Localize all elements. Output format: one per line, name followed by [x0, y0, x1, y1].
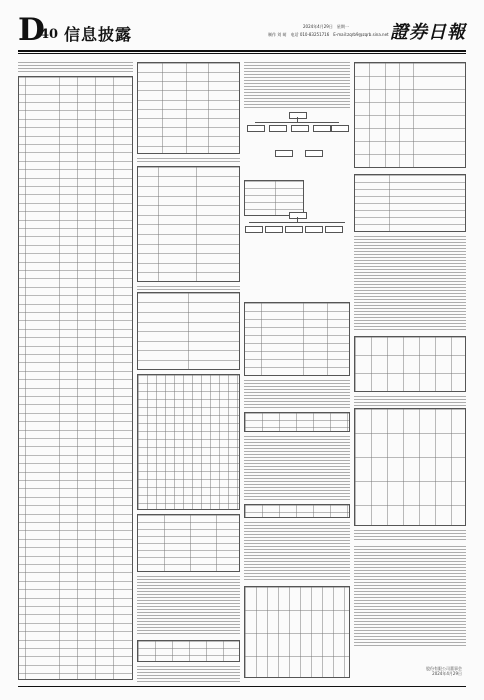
table-col3-end: [244, 586, 350, 678]
table-col4-second: [354, 174, 466, 232]
table-col3-small: [244, 412, 350, 432]
column-1-table: [18, 62, 133, 682]
table-middle: [137, 166, 240, 282]
signoff: [426, 666, 462, 676]
org-box-l1: [247, 125, 265, 132]
signoff-company: 股份有限公司董事会: [426, 666, 462, 671]
page-letter: D: [18, 12, 45, 48]
body-text-col2-end: [137, 666, 240, 682]
body-text-col3-top: [244, 62, 350, 110]
body-text-col3-bottom: [244, 522, 350, 582]
org-box-top: [289, 112, 307, 119]
body-text-col4-bottom: [354, 546, 466, 646]
securities-table: [18, 76, 133, 680]
org-box-l5: [331, 125, 349, 132]
footer-rule: [18, 686, 466, 687]
caption-col4: [354, 396, 466, 406]
org-box-b2: [265, 226, 283, 233]
caption-col4-2: [354, 530, 466, 540]
org-line: [255, 122, 339, 123]
body-text-col2: [137, 576, 240, 636]
table-col4-lower: [354, 408, 466, 526]
table-col4-mid: [354, 336, 466, 392]
caption-text-2: [137, 286, 240, 290]
body-text-col3-lower: [244, 436, 350, 500]
page-number: 40: [40, 27, 59, 42]
table-col4-top: [354, 62, 466, 168]
org-box-l4: [313, 125, 331, 132]
org-box-b4: [305, 226, 323, 233]
newspaper-masthead: 證券日報: [390, 22, 466, 43]
header-rule-thin: [18, 53, 466, 54]
column-2: [137, 62, 240, 682]
section-title: 信息披露: [64, 25, 133, 44]
org-box-l3: [291, 125, 309, 132]
table-two-col: [137, 292, 240, 370]
org-box-l2: [269, 125, 287, 132]
org-box-m2: [305, 150, 323, 157]
org-box-b1: [245, 226, 263, 233]
table-col3-tiny: [244, 504, 350, 518]
table-lower: [137, 514, 240, 572]
table-bottom: [137, 640, 240, 662]
body-text-col3-mid: [244, 380, 350, 408]
matrix-table: [137, 374, 240, 510]
body-text-col4: [354, 236, 466, 332]
signoff-date: 2024年4月29日: [432, 671, 462, 676]
table-col3-mid: [244, 302, 350, 376]
caption-text: [137, 158, 240, 164]
org-line: [249, 222, 345, 223]
table-top-right: [137, 62, 240, 154]
org-box-b-top: [289, 212, 307, 219]
issue-date: 2024年4月29日 星期一: [303, 24, 349, 29]
org-box-b3: [285, 226, 303, 233]
org-chart-diagram: [245, 112, 349, 252]
org-box-b5: [325, 226, 343, 233]
editor-contact: 制作 刘 萌 电话 010-83251716 E-mail:zqrb9@zqrb.sina.net: [268, 32, 389, 37]
column-4: [354, 62, 466, 662]
org-box-m1: [275, 150, 293, 157]
header-rule: [18, 50, 466, 52]
page-header: [18, 12, 466, 50]
table-intro-text: [18, 62, 133, 74]
